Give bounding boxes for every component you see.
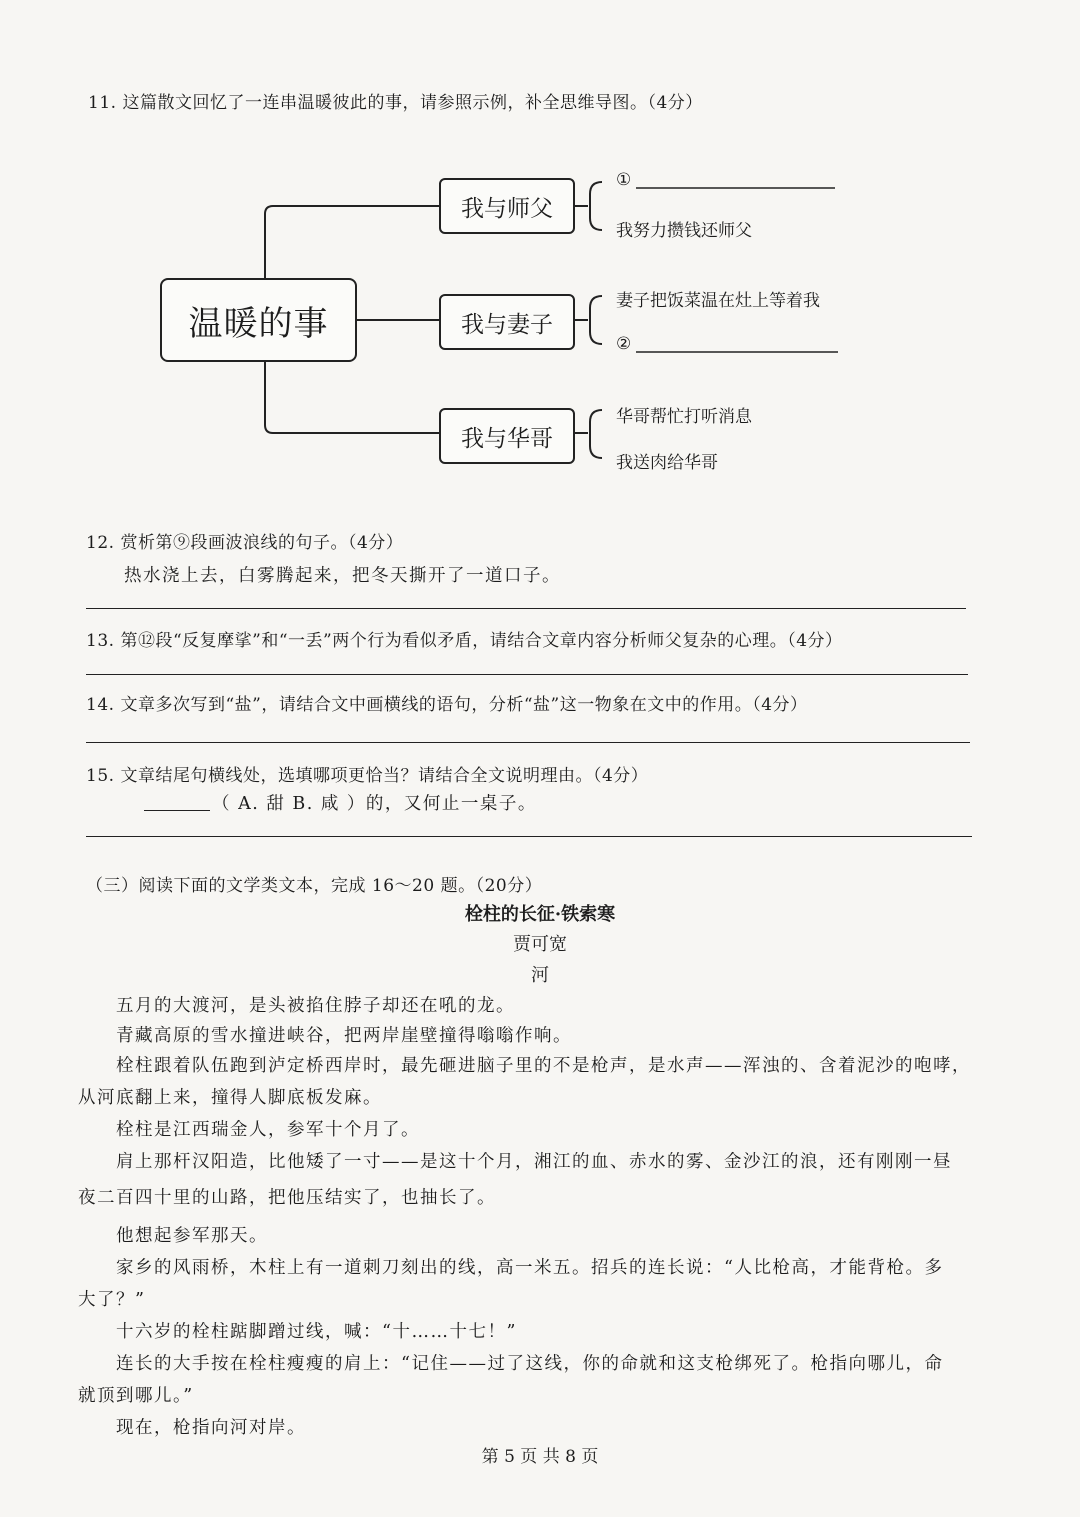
answer-line-12 [86,608,966,609]
paragraph: 栓柱是江西瑞金人，参军十个月了。 [116,1120,420,1140]
leaf-repay-master: 我努力攒钱还师父 [616,221,752,241]
paragraph: 肩上那杆汉阳造，比他矮了一寸——是这十个月，湘江的血、赤水的雾、金沙江的浪，还有刚刚一昼 [116,1152,952,1172]
mind-map-root: 温暖的事 [160,278,357,362]
paragraph-continued: 就顶到哪儿。” [78,1386,194,1406]
article-author: 贾可宽 [513,934,567,955]
paragraph: 十六岁的栓柱踮脚蹭过线，喊：“十……十七！” [116,1322,517,1342]
question-14: 14. 文章多次写到“盐”，请结合文中画横线的语句，分析“盐”这一物象在文中的作用。（4分） [86,695,808,715]
branch-master: 我与师父 [439,178,575,234]
paragraph: 家乡的风雨桥，木柱上有一道刺刀刻出的线，高一米五。招兵的连长说：“人比枪高，才能背枪。多 [116,1258,944,1278]
question-11: 11. 这篇散文回忆了一连串温暖彼此的事，请参照示例，补全思维导图。（4分） [88,93,703,113]
leaf-huage-news: 华哥帮忙打听消息 [616,407,752,427]
paragraph-continued: 夜二百四十里的山路，把他压结实了，也抽长了。 [78,1188,496,1208]
question-15: 15. 文章结尾句横线处，选填哪项更恰当？请结合全文说明理由。（4分） [86,766,649,786]
paragraph: 青藏高原的雪水撞进峡谷，把两岸崖壁撞得嗡嗡作响。 [116,1026,572,1046]
leaf-wife-food: 妻子把饭菜温在灶上等着我 [616,291,820,311]
branch-wife: 我与妻子 [439,294,575,350]
fill-blank-15 [144,810,210,811]
paragraph-continued: 大了？” [78,1290,146,1310]
question-12: 12. 赏析第⑨段画波浪线的句子。（4分） [86,533,404,553]
question-15-options: （ A. 甜 B. 咸 ）的，又何止一桌子。 [212,794,537,814]
question-13: 13. 第⑫段“反复摩挲”和“一丢”两个行为看似矛盾，请结合文章内容分析师父复杂的心理。（4分） [86,631,843,651]
paragraph: 栓柱跟着队伍跑到泸定桥西岸时，最先砸进脑子里的不是枪声，是水声——浑浊的、含着泥沙的咆哮， [116,1056,971,1076]
blank-2-marker: ② [616,334,632,354]
branch-huage: 我与华哥 [439,408,575,464]
answer-line-14 [86,742,970,743]
answer-line-13 [86,674,968,675]
paragraph: 五月的大渡河，是头被掐住脖子却还在吼的龙。 [116,996,515,1016]
leaf-meat-huage: 我送肉给华哥 [616,453,718,473]
paragraph: 现在，枪指向河对岸。 [116,1418,306,1438]
page-number: 第 5 页 共 8 页 [481,1447,599,1467]
blank-1-marker: ① [616,170,632,190]
section-3-heading: （三）阅读下面的文学类文本，完成 16～20 题。（20分） [86,876,543,896]
paragraph: 他想起参军那天。 [116,1226,268,1246]
article-title: 栓柱的长征·铁索寒 [464,904,616,925]
answer-line-15 [86,836,972,837]
paragraph: 连长的大手按在栓柱瘦瘦的肩上：“记住——过了这线，你的命就和这支枪绑死了。枪指向哪儿，命 [116,1354,944,1374]
paragraph-continued: 从河底翻上来，撞得人脚底板发麻。 [78,1088,382,1108]
question-12-quote: 热水浇上去，白雾腾起来，把冬天撕开了一道口子。 [124,566,561,586]
article-subtitle: 河 [531,965,549,986]
